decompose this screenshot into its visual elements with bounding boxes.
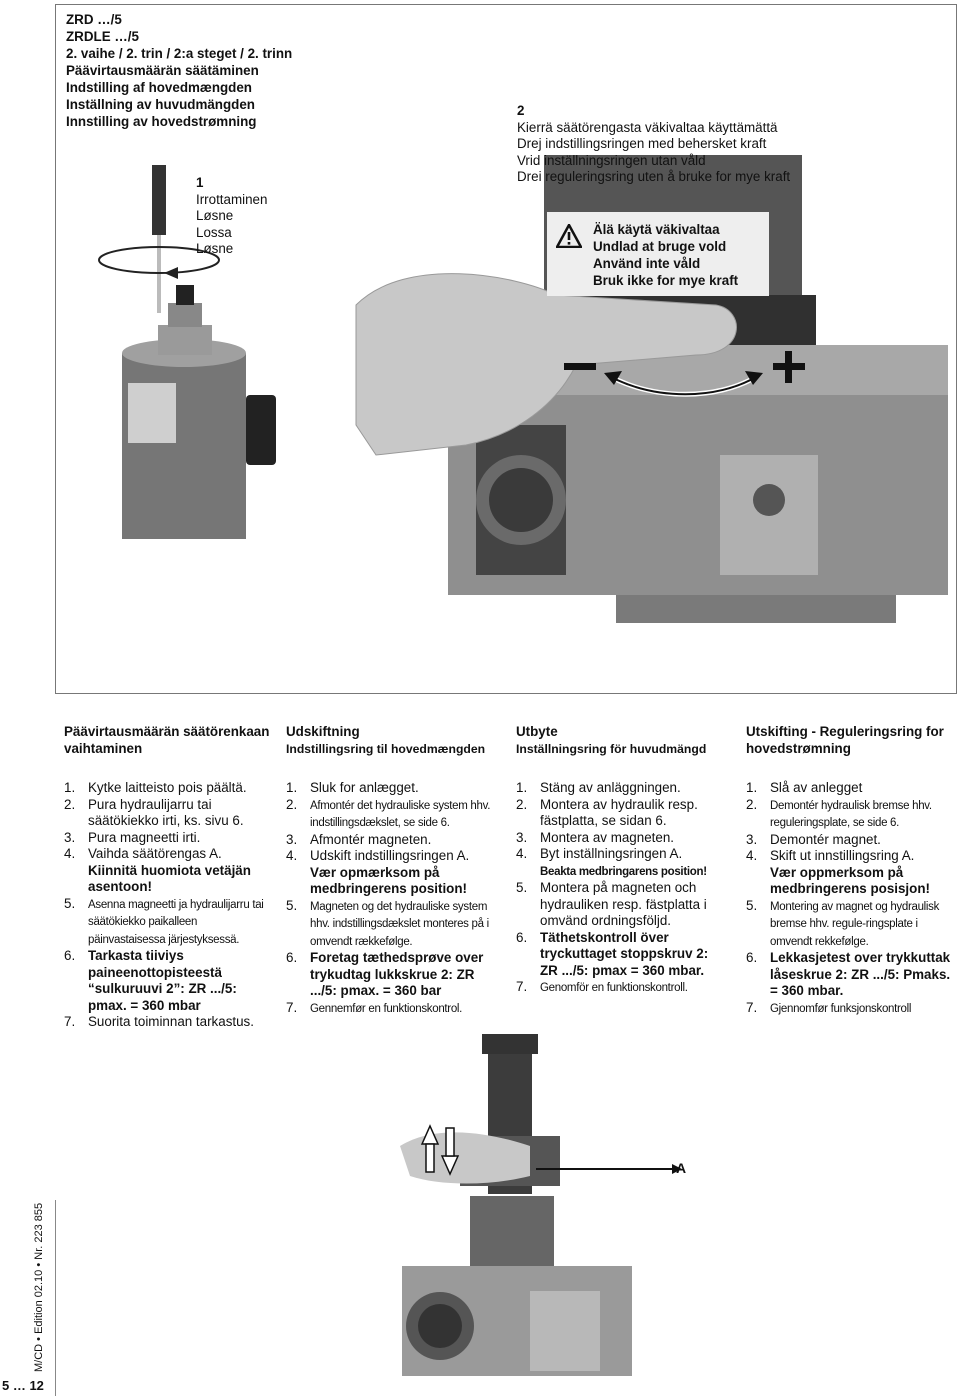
header-line: Inställning av huvudmängden: [66, 97, 255, 112]
item-emphasis: Täthetskontroll över tryckuttaget stoppskruv 2: ZR .../5: pmax = 360 mbar.: [540, 929, 709, 978]
list-item: [64, 1014, 274, 1031]
instruction-columns: [64, 724, 954, 1029]
column-title: Päävirtausmäärän säätörenkaan vaihtaminen: [64, 724, 270, 756]
item-emphasis: Lekkasjetest over trykkuttak låseskrue 2: ZR .../5: Pmaks. = 360 mbar.: [770, 950, 951, 998]
list-item: [516, 846, 726, 880]
warning-line: Undlad at bruge vold: [593, 239, 727, 254]
step-number: 1: [196, 175, 204, 190]
list-item: [516, 797, 726, 830]
list-item: [64, 896, 274, 949]
item-number: 2.: [286, 796, 298, 812]
list-item: [746, 950, 956, 1000]
step-line: Vrid inställningsringen utan våld: [517, 152, 706, 168]
item-emphasis: Foretag tæthedsprøve over trykudtag lukkskrue 2: ZR .../5: pmax. = 360 bar: [310, 950, 484, 998]
list-item: [746, 780, 956, 797]
step-line: Drei reguleringsring uten å bruke for mye kraft: [517, 169, 791, 184]
step-line: Drej indstillingsringen med behersket kraft: [517, 136, 767, 151]
item-text: Demontér magnet.: [770, 831, 881, 847]
step-line: Irrottaminen: [196, 191, 268, 207]
item-text: Pura magneetti irti.: [88, 829, 201, 845]
page-header: [66, 11, 292, 130]
item-text: Vaihda säätörengas A.: [88, 846, 222, 861]
list-item: [286, 1000, 496, 1018]
list-item: [746, 848, 956, 898]
warning-triangle-icon: [556, 224, 582, 248]
column-title: Utbyte: [516, 724, 558, 739]
sidebar-divider: [55, 1200, 56, 1396]
list-item: [64, 780, 274, 797]
item-number: 1.: [286, 780, 298, 795]
item-number: 5.: [64, 895, 76, 911]
column-norwegian: [746, 724, 956, 1017]
item-number: 3.: [64, 829, 76, 845]
item-text: Afmontér magneten.: [310, 831, 432, 847]
item-text: Slå av anlegget: [770, 780, 863, 795]
item-text: Asenna magneetti ja hydraulijarru tai säätökiekko paikalleen päinvastaisessa järjestyksessä.: [88, 898, 264, 946]
item-number: 6.: [746, 950, 758, 965]
list-item: [64, 846, 274, 896]
step-list: [746, 780, 956, 1017]
step-line: Kierrä säätörengasta väkivaltaa käyttämättä: [517, 119, 778, 135]
item-number: 1.: [64, 780, 76, 795]
column-subtitle: Indstillingsring til hovedmængden: [286, 741, 486, 756]
item-number: 1.: [746, 780, 758, 795]
column-title: Udskiftning: [286, 724, 360, 739]
item-number: 6.: [286, 950, 298, 965]
list-item: [746, 1000, 956, 1018]
header-line: Päävirtausmäärän säätäminen: [66, 63, 259, 78]
header-line: 2. vaihe / 2. trin / 2:a steget / 2. trinn: [66, 46, 293, 61]
item-number: 4.: [286, 848, 298, 863]
list-item: [64, 797, 274, 830]
list-item: [516, 979, 726, 997]
item-text: Kytke laitteisto pois päältä.: [88, 780, 247, 795]
list-item: [746, 898, 956, 951]
header-line: Innstilling av hovedstrømning: [66, 114, 257, 129]
item-text: Montera av magneten.: [540, 829, 674, 845]
step-line: Løsne: [196, 208, 234, 223]
item-text: Montera av hydraulik resp. fästplatta, se sidan 6.: [540, 796, 698, 828]
item-text: Udskift indstillingsringen A.: [310, 848, 470, 863]
item-text: Sluk for anlægget.: [310, 780, 419, 795]
item-number: 6.: [64, 948, 76, 963]
document-id: M/CD • Edition 02.10 • Nr. 223 855: [33, 1202, 45, 1372]
list-item: [286, 950, 496, 1000]
item-text: Demontér hydraulisk bremse hhv. reguleringsplate, se side 6.: [770, 799, 932, 829]
column-heading: [746, 724, 956, 780]
step-line: Løsne: [196, 241, 234, 256]
list-item: [286, 797, 496, 832]
warning-line: Älä käytä väkivaltaa: [593, 222, 720, 237]
item-text: Byt inställningsringen A.: [540, 846, 683, 861]
header-line: ZRDLE …/5: [66, 29, 139, 44]
item-number: 5.: [746, 897, 758, 913]
list-item: [286, 848, 496, 898]
step-list: [286, 780, 496, 1017]
ring-label-a: A: [676, 1160, 687, 1176]
column-heading: [286, 724, 496, 780]
item-number: 7.: [64, 1014, 76, 1029]
item-text: Skift ut innstillingsring A.: [770, 848, 915, 863]
list-item: [64, 830, 274, 847]
list-item: [64, 948, 274, 1014]
item-text: Stäng av anläggningen.: [540, 780, 681, 795]
item-number: 2.: [516, 796, 528, 812]
item-number: 2.: [746, 796, 758, 812]
item-number: 1.: [516, 780, 528, 795]
item-emphasis: Tarkasta tiiviys paineenottopisteestä “sulkuruuvi 2”: ZR .../5: pmax. = 360 mbar: [88, 948, 237, 1013]
list-item: [746, 797, 956, 832]
list-item: [286, 780, 496, 797]
item-number: 7.: [516, 979, 528, 994]
step-1-caption: [196, 175, 267, 258]
column-heading: [64, 724, 274, 780]
item-number: 2.: [64, 796, 76, 812]
item-text: Gjennomfør funksjonskontroll: [770, 1002, 912, 1015]
item-number: 4.: [64, 846, 76, 861]
item-number: 3.: [516, 829, 528, 845]
step-list: [64, 780, 274, 1031]
warning-line: Använd inte våld: [593, 256, 701, 271]
item-number: 6.: [516, 929, 528, 945]
item-number: 4.: [746, 848, 758, 863]
item-emphasis: Kiinnitä huomiota vetäjän asentoon!: [88, 862, 251, 894]
step-2-caption: [517, 103, 790, 186]
warning-box: [547, 212, 769, 296]
item-number: 4.: [516, 846, 528, 861]
warning-line: Bruk ikke for mye kraft: [593, 273, 739, 288]
list-item: [516, 830, 726, 847]
step-line: Lossa: [196, 224, 232, 240]
item-text: Montering av magnet og hydraulisk bremse hhv. regule-ringsplate i omvendt rekkefølge.: [770, 900, 940, 948]
list-item: [746, 832, 956, 849]
item-text: Magneten og det hydrauliske system hhv. indstillingsdækslet monteres på i omvendt rækkefølge.: [310, 900, 489, 948]
column-subtitle: Inställningsring för huvudmängd: [516, 741, 707, 756]
item-number: 5.: [286, 897, 298, 913]
column-heading: [516, 724, 726, 780]
column-finnish: [64, 724, 274, 1031]
item-text: Afmontér det hydrauliske system hhv. indstillingsdækslet, se side 6.: [310, 799, 491, 829]
step-number: 2: [517, 103, 525, 118]
list-item: [516, 780, 726, 797]
column-title: Utskifting - Reguleringsring for hovedstrømning: [746, 724, 944, 756]
item-number: 3.: [746, 831, 758, 847]
item-number: 3.: [286, 831, 298, 847]
item-number: 7.: [286, 999, 298, 1015]
header-line: ZRD …/5: [66, 12, 122, 27]
item-emphasis: Vær opmærksom på medbringerens position!: [310, 864, 467, 896]
list-item: [516, 880, 726, 930]
top-figure-frame: [55, 4, 957, 694]
step-list: [516, 780, 726, 997]
item-text: Montera på magneten och hydrauliken resp. fästplatta i omvänd ordningsföljd.: [540, 880, 707, 928]
header-line: Indstilling af hovedmængden: [66, 80, 252, 95]
item-emphasis: Vær oppmerksom på medbringerens posisjon!: [770, 864, 930, 896]
item-emphasis: Beakta medbringarens position!: [540, 865, 707, 878]
column-danish: [286, 724, 496, 1017]
item-number: 7.: [746, 999, 758, 1015]
column-swedish: [516, 724, 726, 997]
ring-replacement-photo: [380, 1026, 720, 1396]
item-text: Pura hydraulijarru tai säätökiekko irti, ks. sivu 6.: [88, 796, 244, 828]
list-item: [516, 930, 726, 980]
list-item: [286, 898, 496, 951]
item-number: 5.: [516, 880, 528, 895]
item-text: Suorita toiminnan tarkastus.: [88, 1014, 254, 1029]
item-text: Genomför en funktionskontroll.: [540, 982, 688, 994]
page-number: 5 … 12: [2, 1378, 44, 1393]
list-item: [286, 832, 496, 849]
item-text: Gennemfør en funktionskontrol.: [310, 1002, 463, 1015]
